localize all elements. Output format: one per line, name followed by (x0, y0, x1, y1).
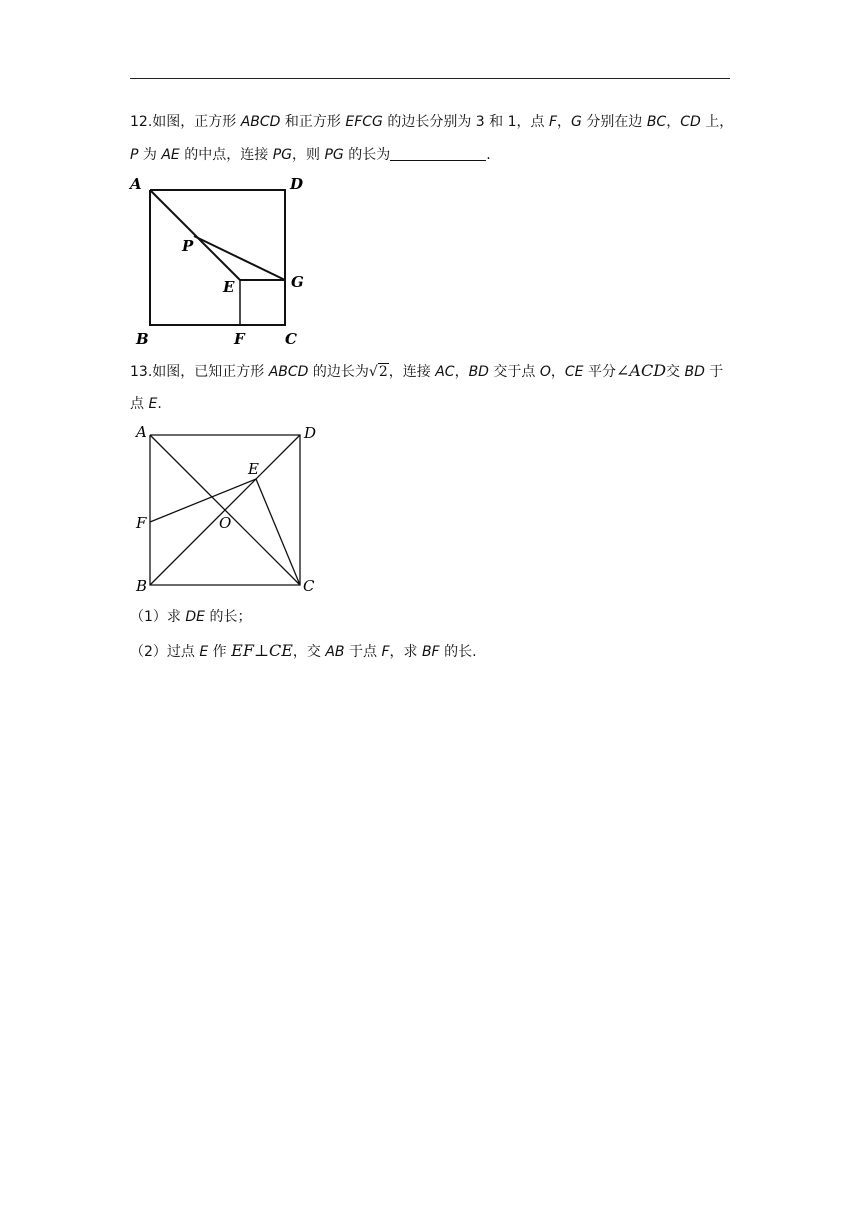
sqrt-two (369, 363, 389, 380)
q12-var-efcg: EFCG (345, 114, 383, 130)
q12-var-pg: PG (272, 147, 292, 163)
q13-text: 如图，已知正方形 (152, 364, 269, 380)
q13-var-ce: CE (564, 364, 584, 380)
q12-text: ， (557, 114, 572, 130)
perp-ef-ce: EF⊥CE (231, 641, 293, 660)
q13-var-e: E (199, 644, 209, 660)
label-a: A (136, 423, 147, 441)
segment-ae (150, 190, 240, 280)
q12-text: . (486, 147, 491, 163)
q12-text: ，则 (292, 147, 325, 163)
label-g: G (291, 273, 304, 291)
q12-text: 和正方形 (280, 114, 346, 130)
q12-text: 为 (138, 147, 162, 163)
q13-sub-2 (130, 641, 477, 662)
q12-var-p: P (130, 147, 139, 163)
q12-figure (128, 175, 308, 350)
q13-number: 13. (130, 364, 153, 380)
q13-text: 的长； (205, 609, 252, 625)
q12-line-1 (130, 112, 733, 132)
header-rule (130, 78, 730, 79)
label-e: E (248, 460, 259, 478)
q13-text: 于 (704, 364, 724, 380)
q13-text: ，求 (389, 644, 422, 660)
label-f: F (136, 514, 147, 532)
q13-text: 点 (130, 396, 149, 412)
q12-text: 分别在边 (581, 114, 647, 130)
sub-question-number: （1） (130, 609, 167, 625)
sub-question-number: （2） (130, 644, 167, 660)
q13-text: 的长. (439, 644, 477, 660)
q13-text: ，交 (292, 644, 326, 660)
q13-text: ， (550, 364, 565, 380)
q12-text: 如图，正方形 (152, 114, 241, 130)
q13-text: 过点 (166, 644, 200, 660)
label-c: C (303, 577, 315, 595)
label-b: B (136, 330, 149, 348)
label-p: P (182, 237, 194, 255)
q13-line-1 (130, 361, 723, 382)
segment-pg (194, 236, 285, 280)
q13-var-ab: AB (325, 644, 345, 660)
q13-var-o: O (539, 364, 551, 380)
q12-var-abcd: ABCD (240, 114, 281, 130)
q12-var-pg: PG (324, 147, 344, 163)
q12-var-bc: BC (646, 114, 667, 130)
sqrt-radicand: 2 (378, 364, 388, 380)
q13-text: 的边长为 (308, 364, 369, 380)
q12-var-ae: AE (161, 147, 180, 163)
q12-text: 上， (700, 114, 734, 130)
label-b: B (136, 577, 148, 595)
q12-line-2 (130, 145, 491, 165)
q12-text: 的边长分别为 3 和 1，点 (382, 114, 549, 130)
q12-var-cd: CD (680, 114, 701, 130)
label-d: D (290, 175, 304, 193)
q13-text: 交 (666, 364, 685, 380)
q13-sub-1 (130, 607, 251, 627)
label-a: A (130, 175, 142, 193)
q13-var-bd: BD (468, 364, 489, 380)
q13-var-bf: BF (421, 644, 440, 660)
q12-text: 的中点，连接 (179, 147, 273, 163)
label-c: C (285, 330, 297, 348)
q13-text: ， (454, 364, 469, 380)
q13-var-de: DE (185, 609, 206, 625)
q13-figure (130, 420, 330, 595)
q13-text: 作 (208, 644, 232, 660)
angle-acd: ∠ACD (615, 361, 667, 380)
q12-var-g: G (571, 114, 582, 130)
segment-ce (256, 479, 300, 585)
answer-blank[interactable] (390, 146, 486, 161)
q13-var-ac: AC (435, 364, 455, 380)
q13-text: 求 (166, 609, 186, 625)
q13-var-e: E (148, 396, 158, 412)
sqrt-symbol: √ (368, 364, 378, 380)
q13-text: 于点 (344, 644, 382, 660)
q13-text: ，连接 (388, 364, 436, 380)
q12-text: 的长为 (343, 147, 391, 163)
q13-text: . (157, 396, 162, 412)
q13-var-bd: BD (684, 364, 705, 380)
q13-text: 交于点 (488, 364, 540, 380)
label-e: E (223, 278, 235, 296)
label-o: O (219, 514, 232, 532)
q12-number: 12. (130, 114, 153, 130)
q12-text: ， (666, 114, 681, 130)
q13-line-2 (130, 394, 162, 414)
q13-var-abcd: ABCD (268, 364, 309, 380)
label-f: F (234, 330, 245, 348)
q13-text: 平分 (583, 364, 616, 380)
q13-var-f: F (381, 644, 390, 660)
segment-ef (150, 479, 256, 522)
label-d: D (304, 424, 317, 442)
q12-var-f: F (548, 114, 558, 130)
